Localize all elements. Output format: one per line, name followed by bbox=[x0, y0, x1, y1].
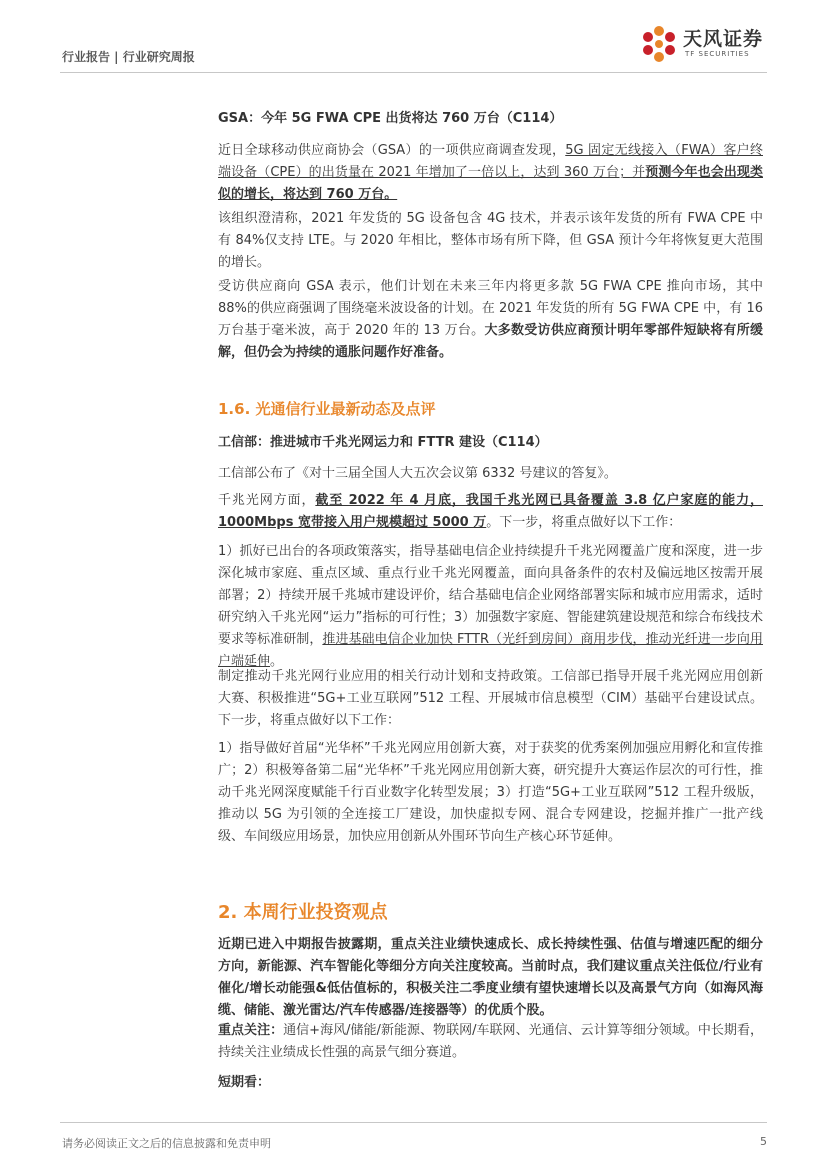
miit-paragraph-5: 1）指导做好首届“光华杯”千兆光网应用创新大赛，对于获奖的优秀案例加强应用孵化和宣传推广；2）积极筹备第二届“光华杯”千兆光网应用创新大赛，研究提升大赛运作层次的可行性，推动千兆光网深度赋能千行百业数字化转型发展；3）打造“5G+工业互联网”512 工程升级版，推动以 5G 为引领的全连接工厂建设，加快虚拟专网、混合专网建设，挖掘并推广一批产线级、车间级应用场景，加快应用创新从外围环节向生产核心环节延伸。 bbox=[218, 741, 763, 844]
miit-paragraph-1: 工信部公布了《对十三届全国人大五次会议第 6332 号建议的答复》。 bbox=[218, 466, 617, 481]
company-logo bbox=[637, 22, 767, 68]
miit-news-title: 工信部：推进城市千兆光网运力和 FTTR 建设（C114） bbox=[218, 435, 548, 450]
logo-text-cn: 天风证券 bbox=[683, 28, 764, 50]
focus-paragraph: 重点关注：通信+海风/储能/新能源、物联网/车联网、光通信、云计算等细分领域。中长期看，持续关注业绩成长性强的高景气细分赛道。 bbox=[218, 1023, 763, 1060]
logo-flower-icon bbox=[637, 22, 681, 66]
miit-paragraph-2: 千兆光网方面，截至 2022 年 4 月底，我国千兆光网已具备覆盖 3.8 亿户家庭的能力，1000Mbps 宽带接入用户规模超过 5000 万。下一步，将重点做好以下工作： bbox=[218, 493, 763, 530]
report-type-label: 行业报告 | 行业研究周报 bbox=[62, 50, 195, 64]
gsa-paragraph-3: 受访供应商向 GSA 表示，他们计划在未来三年内将更多款 5G FWA CPE 推向市场，其中 88%的供应商强调了围绕毫米波设备的计划。在 2021 年发货的所有 5G FWA CPE 中，有 16 万台基于毫米波，高于 2020 年的 13 万台。大多数受访供应商预计明年零部件短缺将有所缓解，但仍会为持续的通胀问题作好准备。 bbox=[218, 279, 763, 360]
gsa-news-title: GSA：今年 5G FWA CPE 出货将达 760 万台（C114） bbox=[218, 111, 563, 126]
disclaimer-text: 请务必阅读正文之后的信息披露和免责申明 bbox=[62, 1137, 271, 1150]
logo-text-en: TF SECURITIES bbox=[685, 50, 750, 58]
investment-view-paragraph: 近期已进入中期报告披露期，重点关注业绩快速成长、成长持续性强、估值与增速匹配的细分方向，新能源、汽车智能化等细分方向关注度较高。当前时点，我们建议重点关注低位/行业有催化/增长动能强&低估值标的，积极关注二季度业绩有望快速增长以及高景气方向（如海风海缆、储能、激光雷达/汽车传感器/连接器等）的优质个股。 bbox=[218, 937, 763, 1018]
gsa-paragraph-1: 近日全球移动供应商协会（GSA）的一项供应商调查发现，5G 固定无线接入（FWA）客户终端设备（CPE）的出货量在 2021 年增加了一倍以上，达到 360 万台；并预测今年也会出现类似的增长，将达到 760 万台。 bbox=[218, 143, 763, 202]
section-heading-1-6: 1.6. 光通信行业最新动态及点评 bbox=[218, 400, 436, 418]
section-heading-2: 2. 本周行业投资观点 bbox=[218, 902, 388, 923]
short-term-label: 短期看： bbox=[218, 1075, 271, 1090]
page-number: 5 bbox=[760, 1135, 767, 1148]
page-footer bbox=[60, 1122, 767, 1163]
miit-paragraph-3: 1）抓好已出台的各项政策落实，指导基础电信企业持续提升千兆光网覆盖广度和深度，进一步深化城市家庭、重点区域、重点行业千兆光网覆盖，面向具备条件的农村及偏远地区按需开展部署；2）持续开展千兆城市建设评价，结合基础电信企业网络部署实际和城市应用需求，适时研究纳入千兆光网“运力”指标的可行性；3）加强数字家庭、智能建筑建设规范和综合布线技术要求等标准研制，推进基础电信企业加快 FTTR（光纤到房间）商用步伐，推动光纤进一步向用户端延伸。 bbox=[218, 544, 763, 669]
gsa-paragraph-2: 该组织澄清称，2021 年发货的 5G 设备包含 4G 技术，并表示该年发货的所有 FWA CPE 中有 84%仅支持 LTE。与 2020 年相比，整体市场有所下降，但 GSA 预计今年将恢复更大范围的增长。 bbox=[218, 211, 763, 270]
page-header bbox=[60, 0, 767, 73]
miit-paragraph-4: 制定推动千兆光网行业应用的相关行动计划和支持政策。工信部已指导开展千兆光网应用创新大赛、积极推进“5G+工业互联网”512 工程、开展城市信息模型（CIM）基础平台建设试点。下一步，将重点做好以下工作： bbox=[218, 669, 763, 728]
